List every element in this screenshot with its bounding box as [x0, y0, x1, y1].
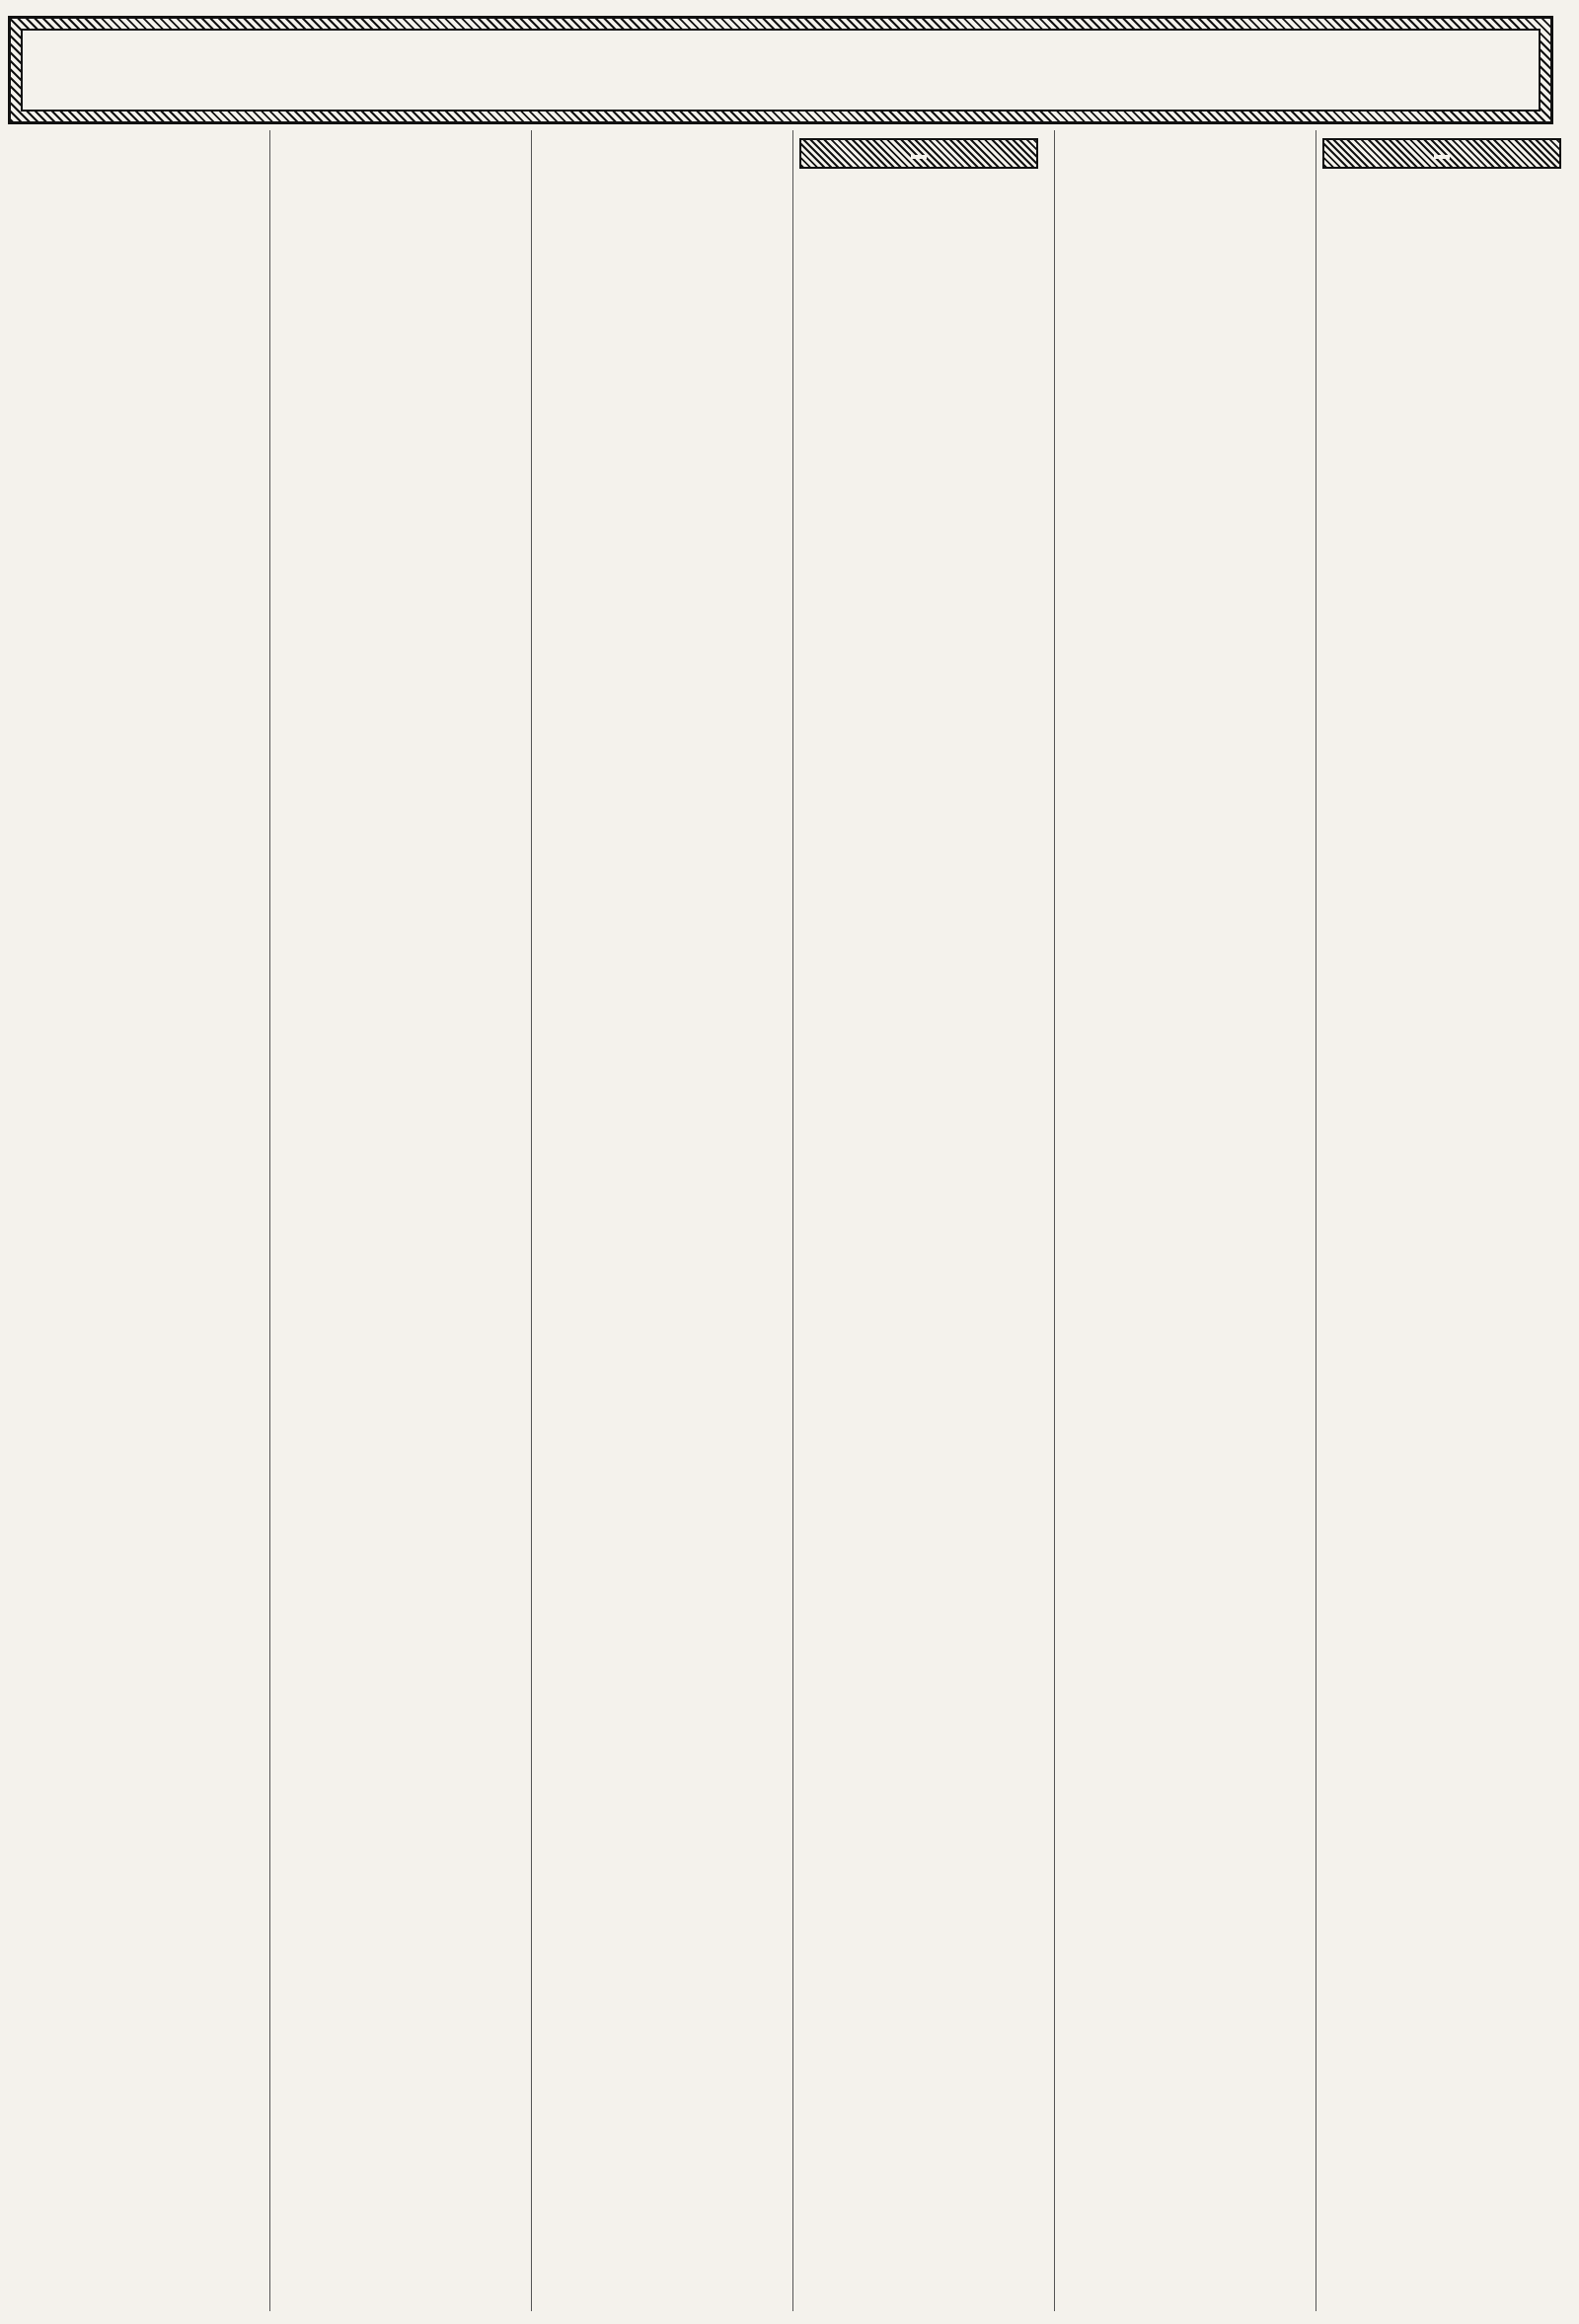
column-3 [531, 130, 783, 2311]
column-1 [8, 130, 260, 2311]
job_offer-section-header [1322, 138, 1561, 169]
banner-title [21, 29, 1541, 112]
classified-columns [8, 130, 1567, 2311]
rentals-section-header [799, 138, 1038, 169]
section-title [911, 155, 927, 159]
banner [8, 16, 1553, 124]
section-title [1434, 155, 1450, 159]
column-4 [792, 130, 1044, 2311]
column-5 [1054, 130, 1306, 2311]
column-2 [269, 130, 521, 2311]
column-6 [1316, 130, 1567, 2311]
